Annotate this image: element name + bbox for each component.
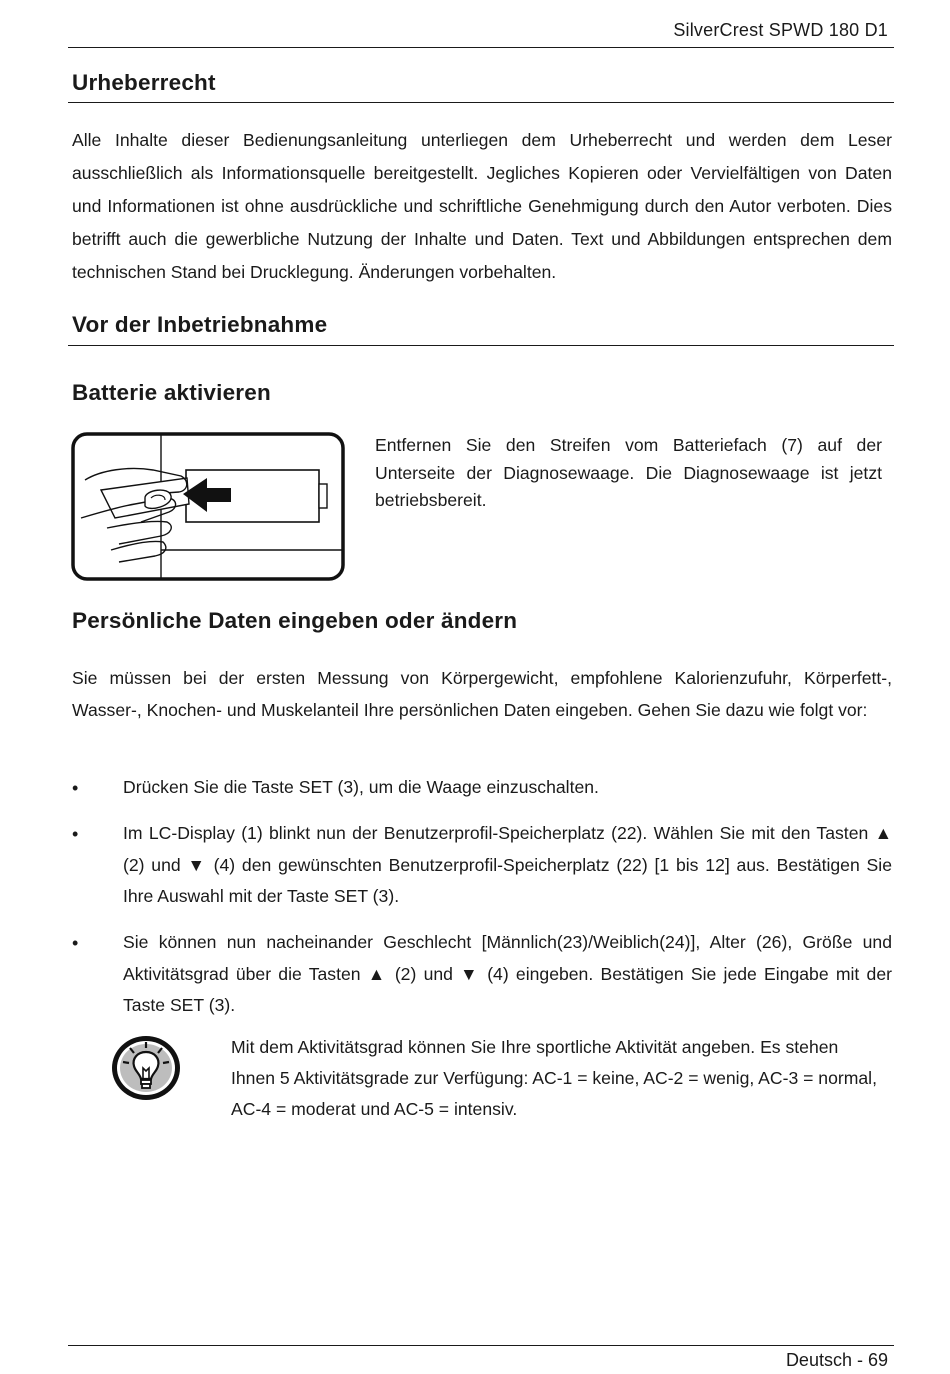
bullet-item-2: Im LC-Display (1) blinkt nun der Benutzerprofil-Speicherplatz (22). Wählen Sie mit den Tasten ▲ (2) und ▼ (4) den gewünschten Benutzerprofil-Speicherplatz (22) [1 bis 12] aus. Bestätigen Sie Ihre Auswahl mit der Taste SET (3). [123, 823, 892, 906]
section-rule-before-use [68, 345, 894, 346]
subsection-title-battery: Batterie aktivieren [72, 380, 271, 405]
footer-page-number: Deutsch - 69 [785, 1350, 888, 1370]
battery-instruction: Entfernen Sie den Streifen vom Batteriefach (7) auf der Unterseite der Diagnosewaage. Die Diagnosewaage ist jetzt betriebsbereit. [375, 435, 882, 510]
subsection-title-personal-data: Persönliche Daten eingeben oder ändern [72, 608, 518, 633]
bullet-item-1: Drücken Sie die Taste SET (3), um die Waage einzuschalten. [123, 777, 599, 797]
bullet-marker: • [72, 778, 79, 798]
bullet-marker: • [72, 824, 79, 844]
tip-activity-level: Mit dem Aktivitätsgrad können Sie Ihre sportliche Aktivität angeben. Es stehen Ihnen 5 Aktivitätsgrade zur Verfügung: AC-1 = keine, AC-2 = wenig, AC-3 = normal, AC-4 = moderat und AC-5 = intensiv. [231, 1037, 877, 1119]
section-rule-copyright [68, 102, 894, 103]
bullet-item-3: Sie können nun nacheinander Geschlecht [Männlich(23)/Weiblich(24)], Alter (26), Größe und Aktivitätsgrad über die Tasten ▲ (2) und ▼ (4) eingeben. Bestätigen Sie jede Eingabe mit der Taste SET (3). [123, 932, 892, 1015]
header-rule [68, 47, 894, 48]
section-title-copyright: Urheberrecht [72, 70, 216, 95]
copyright-paragraph: Alle Inhalte dieser Bedienungsanleitung unterliegen dem Urheberrecht und werden dem Leser ausschließlich als Informationsquelle bereitgestellt. Jegliches Kopieren oder Vervielfältigen von Daten und Informationen ist ohne ausdrückliche und schriftliche Genehmigung durch den Autor verboten. Dies betrifft auch die gewerbliche Nutzung der Inhalte und Daten. Text und Abbildungen entsprechen dem technischen Stand bei Drucklegung. Änderungen vorbehalten. [72, 130, 892, 282]
footer-rule [68, 1345, 894, 1346]
personal-data-intro: Sie müssen bei der ersten Messung von Körpergewicht, empfohlene Kalorienzufuhr, Körperfett-, Wasser-, Knochen- und Muskelanteil Ihre persönlichen Daten eingeben. Gehen Sie dazu wie folgt vor: [72, 668, 892, 720]
bullet-marker: • [72, 933, 79, 953]
lightbulb-tip-icon [110, 1034, 182, 1102]
header-product-name: SilverCrest SPWD 180 D1 [673, 20, 888, 40]
battery-strip-illustration [71, 432, 345, 581]
section-title-before-use: Vor der Inbetriebnahme [72, 312, 328, 337]
